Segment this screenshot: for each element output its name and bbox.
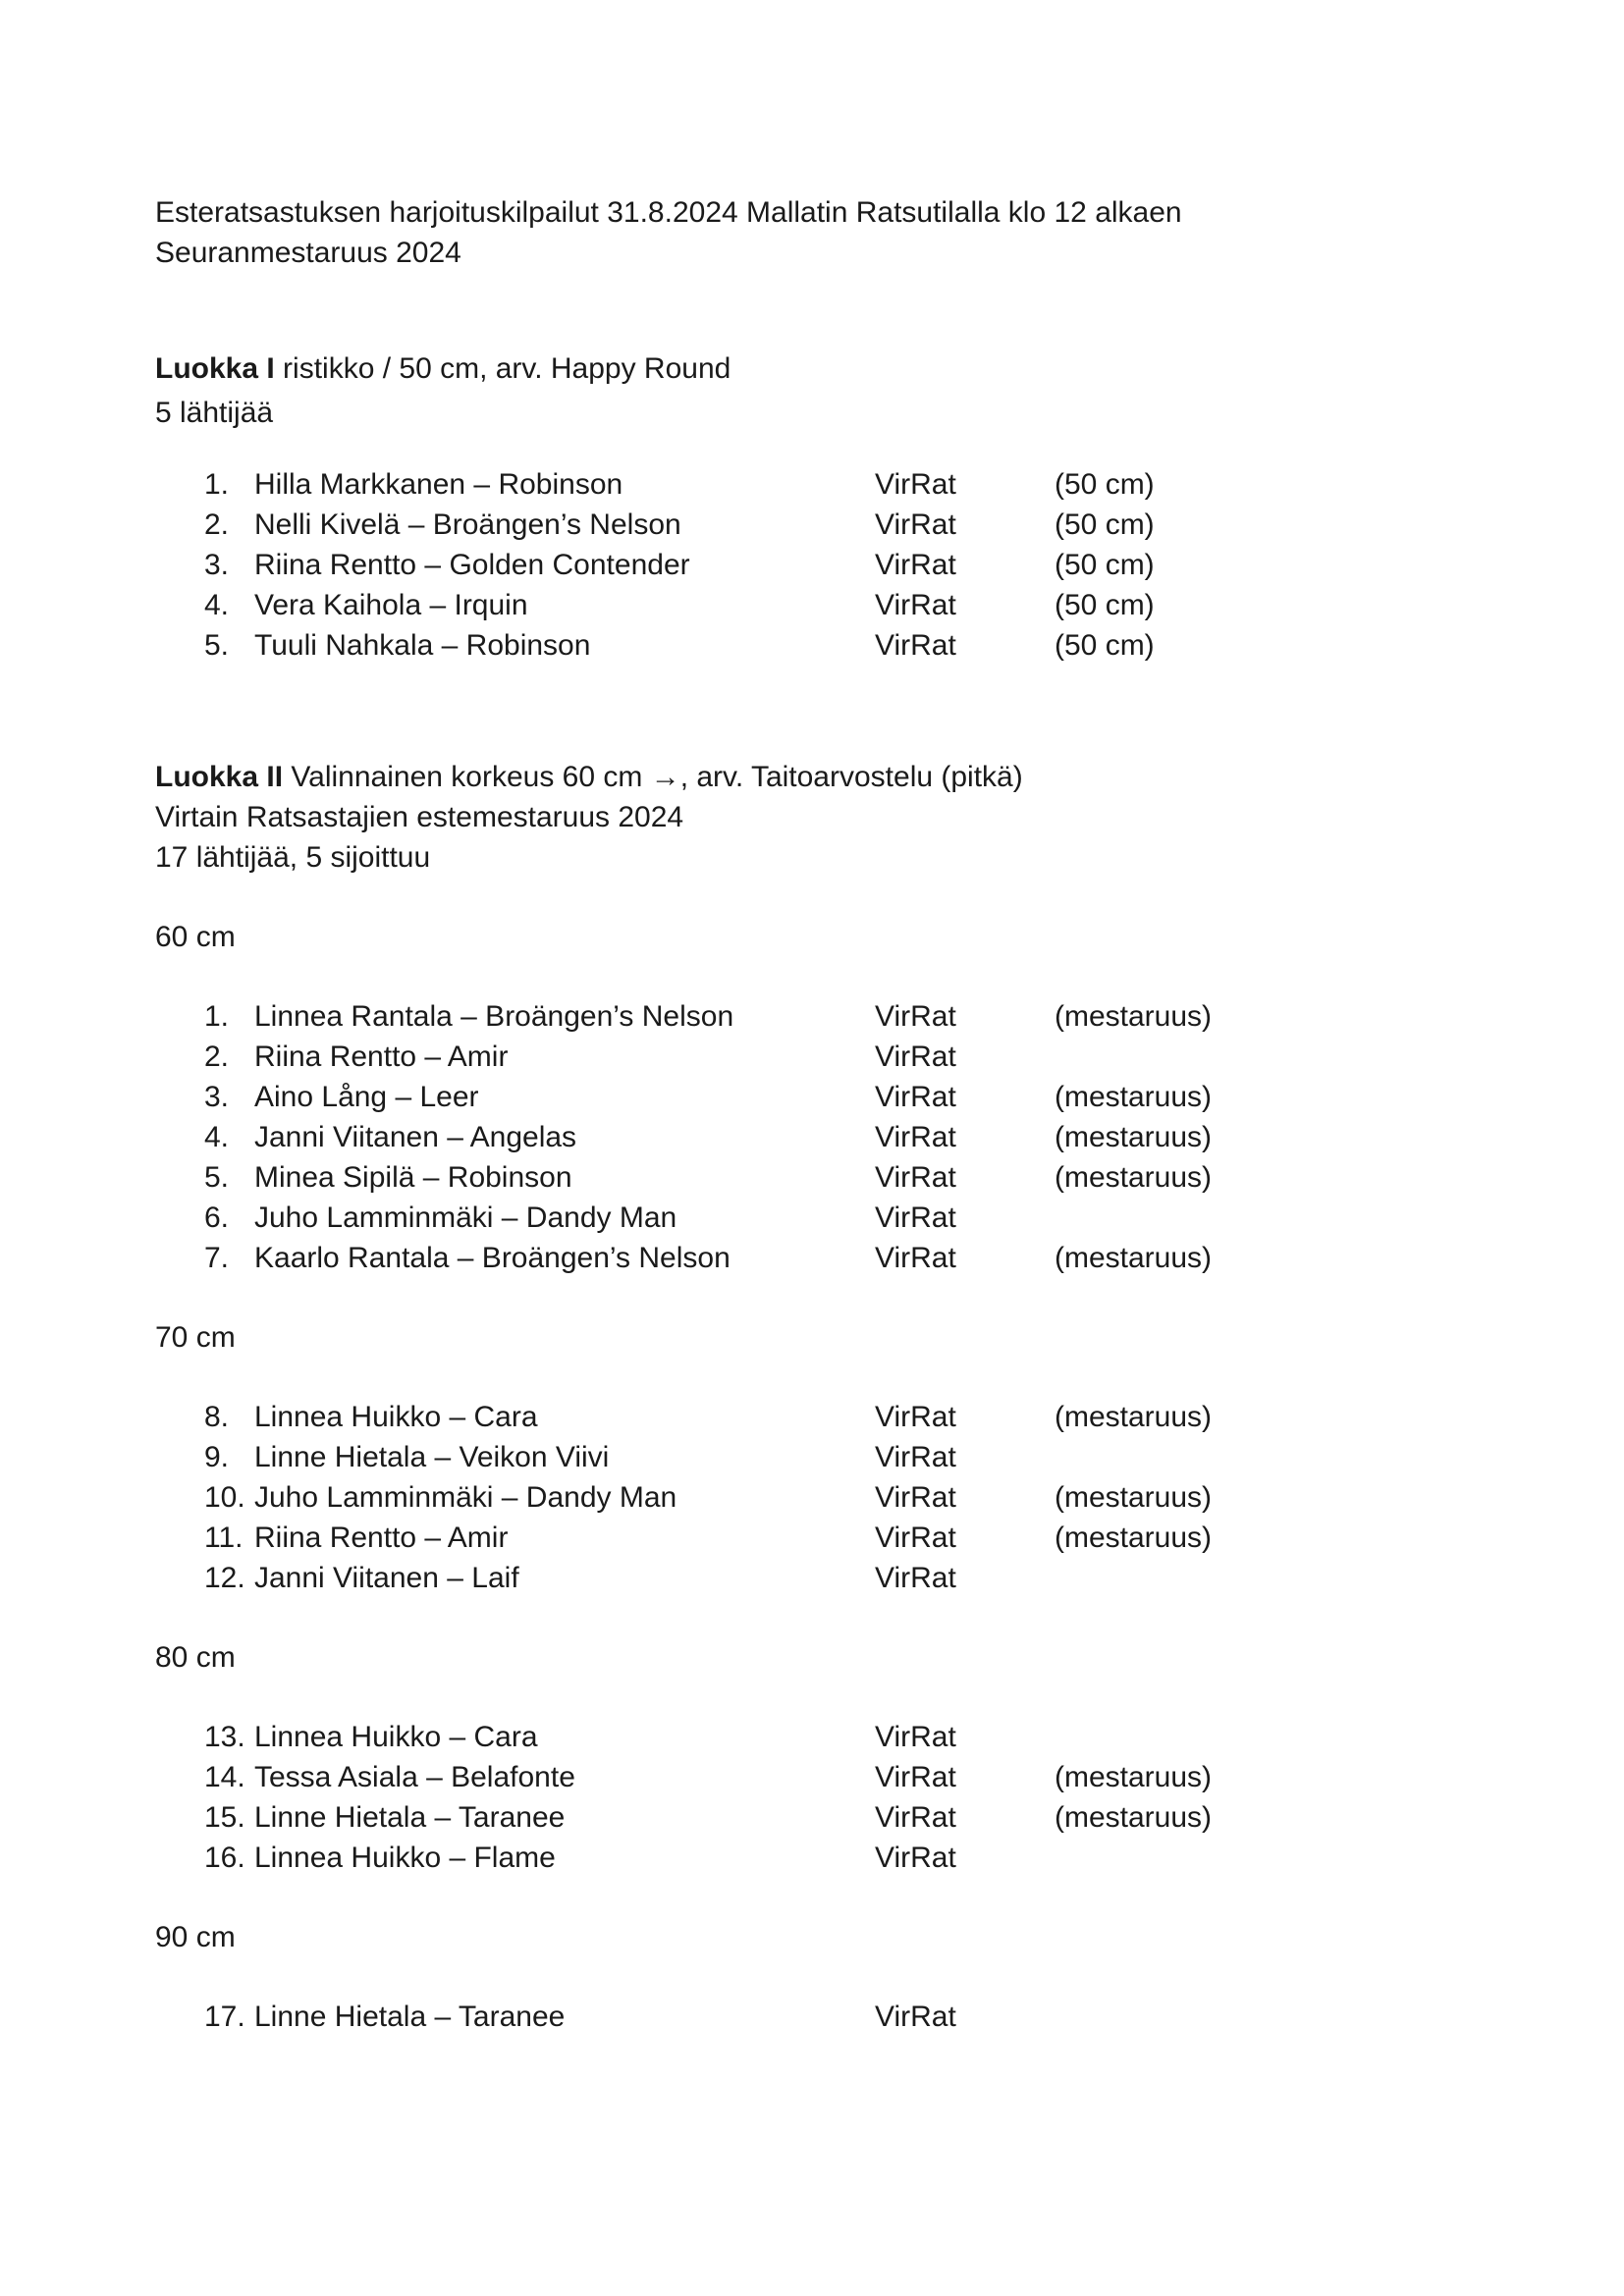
- entry-note: (mestaruus): [1055, 1801, 1213, 1834]
- list-item: [155, 1117, 1471, 1157]
- height-group-label: 90 cm: [155, 1921, 236, 1953]
- class2-description: Valinnainen korkeus 60 cm →, arv. Taitoarvostelu (pitkä): [283, 761, 1023, 793]
- entry-club: VirRat: [875, 508, 956, 541]
- list-item: [155, 545, 1471, 585]
- entry-number: 17.: [204, 2001, 245, 2033]
- list-item: [155, 625, 1471, 666]
- list-item: [155, 1157, 1471, 1198]
- entry-number: 7.: [204, 1242, 230, 1274]
- list-item: [155, 1757, 1471, 1797]
- class2-championship: Virtain Ratsastajien estemestaruus 2024: [155, 801, 684, 833]
- list-item: [155, 1238, 1471, 1278]
- entry-rider-horse: Kaarlo Rantala – Broängen’s Nelson: [254, 1242, 731, 1274]
- entry-number: 16.: [204, 1842, 245, 1874]
- entry-number: 13.: [204, 1721, 245, 1753]
- entry-club: VirRat: [875, 1481, 956, 1514]
- class1-description: ristikko / 50 cm, arv. Happy Round: [274, 352, 731, 385]
- entry-club: VirRat: [875, 549, 956, 581]
- entry-number: 5.: [204, 629, 230, 662]
- entry-club: VirRat: [875, 1842, 956, 1874]
- entry-rider-horse: Tuuli Nahkala – Robinson: [254, 629, 591, 662]
- entry-number: 2.: [204, 1041, 230, 1073]
- list-item: [155, 1518, 1471, 1558]
- entry-rider-horse: Janni Viitanen – Angelas: [254, 1121, 577, 1153]
- list-item: [155, 1838, 1471, 1878]
- entry-number: 12.: [204, 1562, 245, 1594]
- class2-groups: [155, 878, 1471, 2037]
- entry-note: (50 cm): [1055, 629, 1155, 662]
- entry-rider-horse: Janni Viitanen – Laif: [254, 1562, 519, 1594]
- class1-label: Luokka I: [155, 352, 275, 385]
- entry-rider-horse: Juho Lamminmäki – Dandy Man: [254, 1201, 677, 1234]
- entry-rider-horse: Linne Hietala – Taranee: [254, 1801, 566, 1834]
- entry-number: 5.: [204, 1161, 230, 1194]
- entry-note: (mestaruus): [1055, 1000, 1213, 1033]
- entry-rider-horse: Linnea Huikko – Cara: [254, 1721, 538, 1753]
- document-subtitle: Seuranmestaruus 2024: [155, 237, 461, 269]
- entry-note: (50 cm): [1055, 468, 1155, 501]
- class2-starters: 17 lähtijää, 5 sijoittuu: [155, 841, 431, 874]
- entry-note: (50 cm): [1055, 589, 1155, 621]
- entry-club: VirRat: [875, 1522, 956, 1554]
- entry-note: (mestaruus): [1055, 1081, 1213, 1113]
- entry-club: VirRat: [875, 1000, 956, 1033]
- entry-note: (50 cm): [1055, 549, 1155, 581]
- entry-number: 2.: [204, 508, 230, 541]
- entry-rider-horse: Juho Lamminmäki – Dandy Man: [254, 1481, 677, 1514]
- entry-club: VirRat: [875, 1041, 956, 1073]
- document-title: Esteratsastuksen harjoituskilpailut 31.8.2024 Mallatin Ratsutilalla klo 12 alkaen: [155, 196, 1182, 229]
- entry-rider-horse: Linnea Huikko – Cara: [254, 1401, 538, 1433]
- height-group-label: 60 cm: [155, 921, 236, 953]
- height-group-label: 80 cm: [155, 1641, 236, 1674]
- entry-club: VirRat: [875, 2001, 956, 2033]
- list-item: [155, 1198, 1471, 1238]
- entry-note: (mestaruus): [1055, 1161, 1213, 1194]
- class2-heading: [155, 757, 1471, 797]
- entry-rider-horse: Riina Rentto – Amir: [254, 1041, 509, 1073]
- entry-rider-horse: Aino Lång – Leer: [254, 1081, 479, 1113]
- entry-rider-horse: Hilla Markkanen – Robinson: [254, 468, 623, 501]
- entry-club: VirRat: [875, 1201, 956, 1234]
- entry-note: (mestaruus): [1055, 1481, 1213, 1514]
- class1-entry-list: [155, 464, 1471, 666]
- class1-starters: 5 lähtijää: [155, 397, 274, 429]
- list-item: [155, 1397, 1471, 1437]
- entry-number: 15.: [204, 1801, 245, 1834]
- list-item: [155, 585, 1471, 625]
- list-item: [155, 1797, 1471, 1838]
- entry-club: VirRat: [875, 1242, 956, 1274]
- entry-rider-horse: Vera Kaihola – Irquin: [254, 589, 528, 621]
- list-item: [155, 505, 1471, 545]
- list-item: [155, 1477, 1471, 1518]
- entry-club: VirRat: [875, 1441, 956, 1473]
- list-item: [155, 996, 1471, 1037]
- entry-rider-horse: Nelli Kivelä – Broängen’s Nelson: [254, 508, 681, 541]
- entry-club: VirRat: [875, 1801, 956, 1834]
- entry-note: (mestaruus): [1055, 1522, 1213, 1554]
- list-item: [155, 464, 1471, 505]
- entry-number: 8.: [204, 1401, 230, 1433]
- height-group-label: 70 cm: [155, 1321, 236, 1354]
- entry-note: (mestaruus): [1055, 1121, 1213, 1153]
- entry-club: VirRat: [875, 1081, 956, 1113]
- entry-rider-horse: Linne Hietala – Taranee: [254, 2001, 566, 2033]
- entry-note: (mestaruus): [1055, 1401, 1213, 1433]
- entry-club: VirRat: [875, 1761, 956, 1793]
- list-item: [155, 1717, 1471, 1757]
- entry-rider-horse: Minea Sipilä – Robinson: [254, 1161, 572, 1194]
- list-item: [155, 1037, 1471, 1077]
- entry-number: 4.: [204, 589, 230, 621]
- entry-rider-horse: Linnea Rantala – Broängen’s Nelson: [254, 1000, 734, 1033]
- entry-number: 6.: [204, 1201, 230, 1234]
- class1-heading: [155, 346, 1471, 393]
- list-item: [155, 1077, 1471, 1117]
- entry-rider-horse: Linne Hietala – Veikon Viivi: [254, 1441, 610, 1473]
- class2-label: Luokka II: [155, 761, 284, 793]
- entry-club: VirRat: [875, 1401, 956, 1433]
- entry-number: 3.: [204, 1081, 230, 1113]
- entry-rider-horse: Tessa Asiala – Belafonte: [254, 1761, 575, 1793]
- entry-club: VirRat: [875, 1121, 956, 1153]
- entry-club: VirRat: [875, 629, 956, 662]
- entry-number: 3.: [204, 549, 230, 581]
- entry-club: VirRat: [875, 1562, 956, 1594]
- entry-club: VirRat: [875, 468, 956, 501]
- entry-rider-horse: Riina Rentto – Amir: [254, 1522, 509, 1554]
- entry-number: 1.: [204, 1000, 230, 1033]
- entry-rider-horse: Riina Rentto – Golden Contender: [254, 549, 690, 581]
- document-page: [155, 192, 1471, 2037]
- entry-note: (mestaruus): [1055, 1761, 1213, 1793]
- entry-number: 9.: [204, 1441, 230, 1473]
- entry-number: 11.: [204, 1522, 244, 1554]
- entry-number: 1.: [204, 468, 230, 501]
- list-item: [155, 1437, 1471, 1477]
- entry-rider-horse: Linnea Huikko – Flame: [254, 1842, 556, 1874]
- list-item: [155, 1558, 1471, 1598]
- list-item: [155, 1997, 1471, 2037]
- entry-club: VirRat: [875, 589, 956, 621]
- entry-club: VirRat: [875, 1161, 956, 1194]
- entry-club: VirRat: [875, 1721, 956, 1753]
- entry-note: (mestaruus): [1055, 1242, 1213, 1274]
- entry-number: 4.: [204, 1121, 230, 1153]
- entry-note: (50 cm): [1055, 508, 1155, 541]
- entry-number: 10.: [204, 1481, 245, 1514]
- entry-number: 14.: [204, 1761, 245, 1793]
